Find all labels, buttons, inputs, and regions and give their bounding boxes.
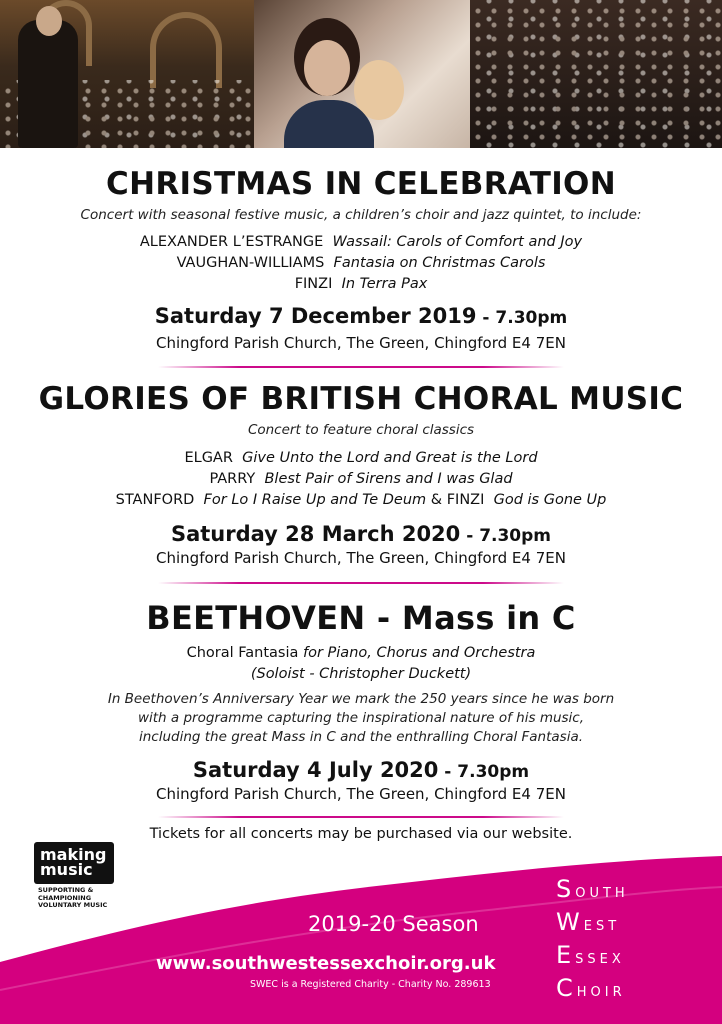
work-title: Wassail: Carols of Comfort and Joy: [332, 234, 583, 250]
concert2-title: GLORIES OF BRITISH CHORAL MUSIC: [38, 381, 684, 417]
website-link[interactable]: www.southwestessexchoir.org.uk: [156, 953, 496, 974]
charity-note: SWEC is a Registered Charity - Charity No. 289613: [250, 979, 491, 990]
concert1-works: [0, 232, 722, 295]
concert3-venue: Chingford Parish Church, The Green, Chingford E4 7EN: [156, 785, 566, 803]
work-item: [0, 253, 722, 274]
concert2-works: [0, 448, 722, 511]
concert1-subtitle: Concert with seasonal festive music, a children’s choir and jazz quintet, to include:: [80, 207, 642, 223]
work-title: God is Gone Up: [493, 492, 607, 508]
composer: ALEXANDER L’ESTRANGE: [139, 234, 324, 250]
concert2-date: Saturday 28 March 2020: [170, 522, 461, 546]
tickets-note: Tickets for all concerts may be purchased via our website.: [149, 826, 573, 842]
work-title: Blest Pair of Sirens and I was Glad: [264, 471, 513, 487]
season-label: 2019-20 Season: [308, 912, 479, 936]
description-line: In Beethoven’s Anniversary Year we mark the 250 years since he was born: [107, 691, 615, 707]
work-title: For Lo I Raise Up and Te Deum: [203, 492, 427, 508]
concert1-date-line: [0, 304, 722, 328]
concert2-date-line: [0, 522, 722, 546]
description-line: with a programme capturing the inspirational nature of his music,: [137, 710, 585, 726]
composer: PARRY: [209, 471, 256, 487]
concert3-title-composer: BEETHOVEN: [146, 599, 366, 637]
concert1-time: - 7.30pm: [476, 308, 568, 328]
ampersand: &: [426, 492, 447, 508]
concert2-time: - 7.30pm: [460, 526, 552, 546]
choir-name-logo: [556, 874, 629, 1006]
making-music-logo: [34, 842, 114, 884]
work-title: In Terra Pax: [341, 276, 428, 292]
choir-name-line: Choir: [556, 974, 626, 1002]
work-item: [0, 274, 722, 295]
work-name: Choral Fantasia: [186, 645, 299, 661]
making-music-tagline: SUPPORTING & CHAMPIONING VOLUNTARY MUSIC: [38, 886, 108, 909]
choir-name-line: West: [556, 908, 621, 936]
logo-line: music: [40, 860, 93, 879]
concert2-subtitle: Concert to feature choral classics: [247, 422, 475, 438]
composer: FINZI: [446, 492, 485, 508]
concert3-title-work: - Mass in C: [365, 599, 576, 637]
work-item: [0, 490, 722, 511]
work-item: [0, 448, 722, 469]
concert1-title: CHRISTMAS IN CELEBRATION: [106, 166, 616, 202]
divider: [158, 366, 564, 368]
composer: VAUGHAN-WILLIAMS: [176, 255, 325, 271]
choir-name-line: Essex: [556, 941, 625, 969]
choir-name-line: South: [556, 875, 629, 903]
concert3-work: [0, 643, 722, 664]
concert3-date: Saturday 4 July 2020: [192, 758, 439, 782]
concert3-time: - 7.30pm: [438, 762, 530, 782]
divider: [158, 816, 564, 818]
work-item: [0, 232, 722, 253]
composer: FINZI: [294, 276, 333, 292]
concert2-venue: Chingford Parish Church, The Green, Chingford E4 7EN: [156, 549, 566, 567]
work-detail: for Piano, Chorus and Orchestra: [298, 645, 536, 661]
concert3-soloist: (Soloist - Christopher Duckett): [250, 666, 472, 682]
work-title: Give Unto the Lord and Great is the Lord: [242, 450, 538, 466]
composer: ELGAR: [184, 450, 233, 466]
composer: STANFORD: [115, 492, 195, 508]
concert3-description: [0, 690, 722, 747]
concert3-title: [0, 599, 722, 637]
concert1-date: Saturday 7 December 2019: [154, 304, 477, 328]
logo-line: making: [40, 845, 107, 864]
description-line: including the great Mass in C and the enthralling Choral Fantasia.: [138, 729, 584, 745]
concert1-venue: Chingford Parish Church, The Green, Chingford E4 7EN: [156, 334, 566, 352]
work-item: [0, 469, 722, 490]
divider: [158, 582, 564, 584]
work-title: Fantasia on Christmas Carols: [333, 255, 546, 271]
concert3-date-line: [0, 758, 722, 782]
